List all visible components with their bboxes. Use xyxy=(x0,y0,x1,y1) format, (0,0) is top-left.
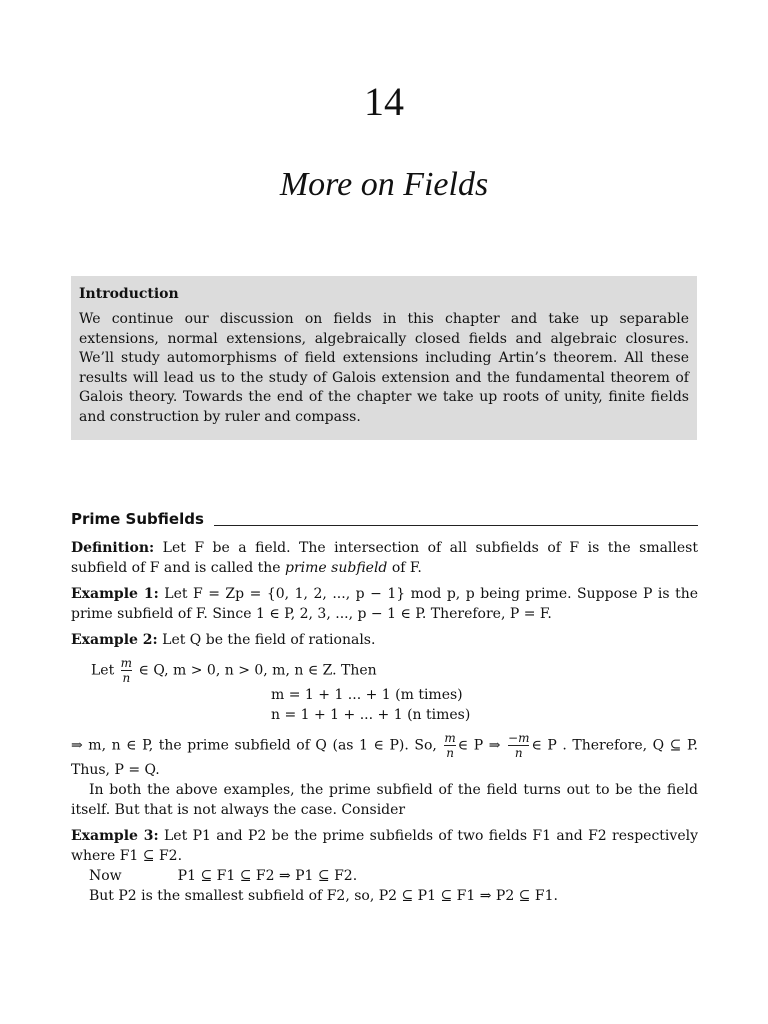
section-heading-label: Prime Subfields xyxy=(71,510,204,528)
let-suffix: ∈ Q, m > 0, n > 0, m, n ∈ Z. Then xyxy=(138,662,377,679)
fraction-denominator: n xyxy=(122,671,131,685)
but-line: But P2 is the smallest subfield of F2, so, P2 ⊆ P1 ⊆ F1 ⇒ P2 ⊆ F1. xyxy=(89,888,558,904)
introduction-box xyxy=(71,276,697,440)
implies-fraction-2-numerator: −m xyxy=(508,731,530,745)
implies-paragraph xyxy=(71,731,698,780)
implies-text-2: ∈ P . Therefore, Q ⊆ P. Thus, P = Q. xyxy=(71,737,699,778)
definition-text-2: of F. xyxy=(387,560,422,576)
now-label: Now xyxy=(89,868,122,884)
example-3-text: Let P1 and P2 be the prime subfields of two fields F1 and F2 respectively where F1 ⊆ F2. xyxy=(71,828,698,864)
fraction-m-over-n xyxy=(121,656,132,685)
let-prefix: Let xyxy=(91,662,115,679)
equation-m: m = 1 + 1 ... + 1 (m times) xyxy=(271,687,463,703)
implies-fraction-1-denominator: n xyxy=(446,746,454,760)
implies-fraction-1 xyxy=(444,731,455,760)
let-line xyxy=(71,656,698,685)
example-1-text: Let F = Zp = {0, 1, 2, ..., p − 1} mod p, p being prime. Suppose P is the prime subfield of F. Since 1 ∈ P, 2, 3, ..., p − 1 ∈ P. Therefore, P = F. xyxy=(71,586,699,622)
example-2-text: Let Q be the field of rationals. xyxy=(157,632,376,648)
example-2-label: Example 2: xyxy=(71,632,158,648)
both-examples-paragraph: In both the above examples, the prime subfield of the field turns out to be the field itself. But that is not always the case. Consider xyxy=(71,782,698,818)
page-body xyxy=(71,538,698,906)
implies-fraction-2 xyxy=(508,731,529,760)
implies-mid: ∈ P ⇒ xyxy=(457,737,501,754)
implies-fraction-2-denominator: n xyxy=(508,745,529,760)
introduction-text: We continue our discussion on fields in this chapter and take up separable extensions, normal extensions, algebraically closed fields and algebraic closures. We’ll study automorphisms of field extensions including Artin’s theorem. All these results will lead us to the study of Galois extension and the fundamental theorem of Galois theory. Towards the end of the chapter we take up roots of unity, finite fields and construction by ruler and compass. xyxy=(79,311,689,425)
chapter-title: More on Fields xyxy=(279,166,489,203)
now-equation: P1 ⊆ F1 ⊆ F2 ⇒ P1 ⊆ F2. xyxy=(177,868,358,884)
now-line xyxy=(71,866,698,886)
section-heading-rule xyxy=(214,525,698,526)
implies-fraction-1-numerator: m xyxy=(444,731,456,745)
example-3-label: Example 3: xyxy=(71,828,159,844)
introduction-heading: Introduction xyxy=(79,286,179,302)
example-3-paragraph xyxy=(71,826,698,866)
section-heading xyxy=(71,510,698,528)
example-2-paragraph xyxy=(71,630,698,650)
example-1-label: Example 1: xyxy=(71,586,159,602)
chapter-number: 14 xyxy=(364,79,404,124)
example-1-paragraph xyxy=(71,584,698,624)
definition-term: prime subfield xyxy=(285,560,388,576)
equation-n: n = 1 + 1 + ... + 1 (n times) xyxy=(271,707,471,723)
definition-paragraph xyxy=(71,538,698,578)
definition-label: Definition: xyxy=(71,540,155,556)
definition-text-1: Let F be a field. The intersection of all subfields of F is the smallest subfield of F and is called the xyxy=(71,540,698,576)
implies-text-1: ⇒ m, n ∈ P, the prime subfield of Q (as 1 ∈ P). So, xyxy=(71,737,437,754)
fraction-numerator: m xyxy=(120,656,133,670)
